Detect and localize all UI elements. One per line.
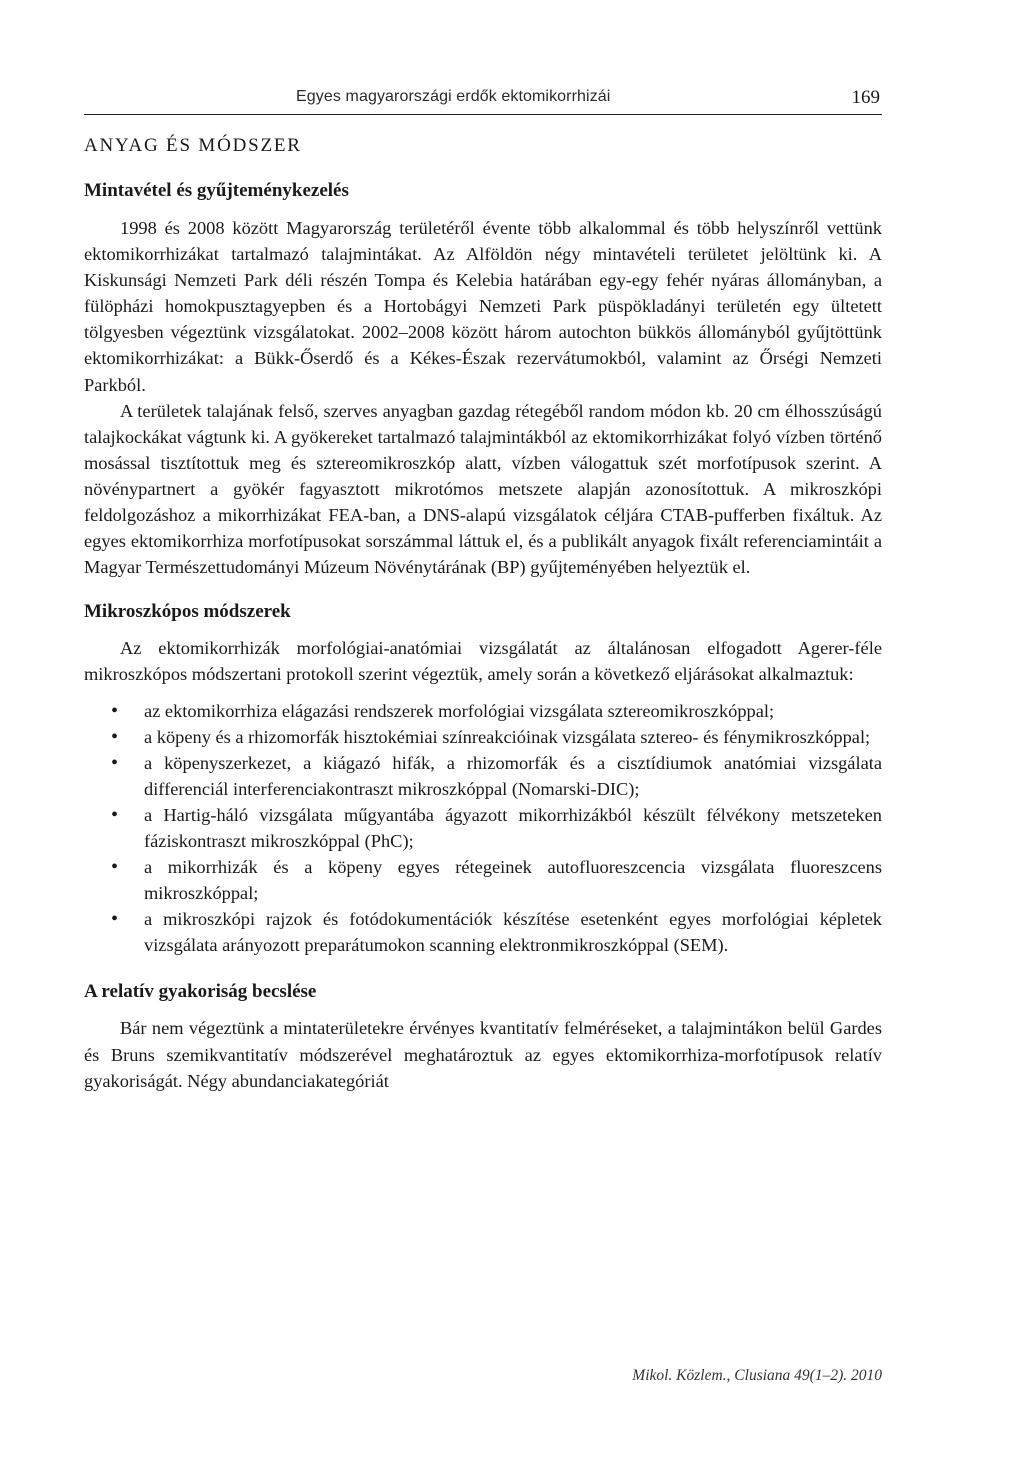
methods-list <box>84 698 882 959</box>
section-title: ANYAG ÉS MÓDSZER <box>84 135 302 156</box>
page-number: 169 <box>851 87 880 108</box>
frequency-heading: A relatív gyakoriság becslése <box>84 981 317 1003</box>
list-item: • a köpeny és a rhizomorfák hisztokémiai színreakcióinak vizsgálata sztereo- és fénymikroszkóppal; <box>84 724 882 750</box>
list-item: • a Hartig-háló vizsgálata műgyantába ágyazott mikorrhizákból készült félvékony metszeteken fáziskontraszt mikroszkóppal (PhC); <box>84 802 882 854</box>
frequency-paragraph: Bár nem végeztünk a mintaterületekre érvényes kvantitatív felméréseket, a talajmintákon belül Gardes és Bruns szemikvantitatív módszerével meghatároztuk az egyes ektomikorrhiza-morfotípusok relatív gyakoriságát. Négy abundanciakategóriát <box>84 1018 882 1091</box>
journal-citation: Mikol. Közlem., Clusiana 49(1–2). 2010 <box>632 1367 882 1384</box>
sampling-paragraph-1: 1998 és 2008 között Magyarország területéről évente több alkalommal és több helyszínről vettünk ektomikorrhizákat tartalmazó talajmintákat. Az Alföldön négy mintavételi területet jelöltünk ki. A Kiskunsági Nemzeti Park déli részén Tompa és Kelebia határában egy-egy fehér nyáras állományban, a fülöpházi homokpusztagyepben és a Hortobágyi Nemzeti Park püspökladányi területén egy ültetett tölgyesben végeztünk vizsgálatokat. 2002–2008 között három autochton bükkös állományból gyűjtöttünk ektomikorrhizákat: a Bükk-Őserdő és a Kékes-Észak rezervátumokból, valamint az Őrségi Nemzeti Parkból. <box>84 218 882 395</box>
running-title: Egyes magyarországi erdők ektomikorrhizái <box>296 88 611 105</box>
microscopy-heading: Mikroszkópos módszerek <box>84 601 291 623</box>
list-item: • az ektomikorrhiza elágazási rendszerek morfológiai vizsgálata sztereomikroszkóppal; <box>84 698 882 724</box>
sampling-heading: Mintavétel és gyűjteménykezelés <box>84 180 349 201</box>
list-item: • a mikorrhizák és a köpeny egyes rétegeinek autofluoreszcencia vizsgálata fluoreszcens mikroszkóppal; <box>84 854 882 906</box>
page-body <box>84 86 882 1094</box>
list-item: • a mikroszkópi rajzok és fotódokumentációk készítése esetenként egyes morfológiai képletek vizsgálata arányozott preparátumokon scanning elektronmikroszkóppal (SEM). <box>84 906 882 958</box>
running-header <box>84 86 882 115</box>
microscopy-intro: Az ektomikorrhizák morfológiai-anatómiai vizsgálatát az általánosan elfogadott Agerer-féle mikroszkópos módszertani protokoll szerint végeztük, amely során a következő eljárásokat alkalmaztuk: <box>84 638 882 685</box>
sampling-paragraph-2: A területek talajának felső, szerves anyagban gazdag rétegéből random módon kb. 20 cm élhosszúságú talajkockákat vágtunk ki. A gyökereket tartalmazó talajmintákból az ektomikorrhizákat folyó vízben történő mosással tisztítottuk meg és sztereomikroszkóp alatt, vízben válogattuk szét morfotípusok szerint. A növénypartnert a gyökér fagyasztott mikrotómos metszete alapján azonosítottuk. A mikroszkópi feldolgozáshoz a mikorrhizákat FEA-ban, a DNS-alapú vizsgálatok céljára CTAB-pufferben fixáltuk. Az egyes ektomikorrhiza morfotípusokat sorszámmal láttuk el, és a publikált anyagok fixált referenciamintáit a Magyar Természettudományi Múzeum Növénytárának (BP) gyűjteményében helyeztük el. <box>84 400 882 578</box>
list-item: • a köpenyszerkezet, a kiágazó hifák, a rhizomorfák és a cisztídiumok anatómiai vizsgálata differenciál interferenciakontraszt mikroszkóppal (Nomarski-DIC); <box>84 750 882 802</box>
